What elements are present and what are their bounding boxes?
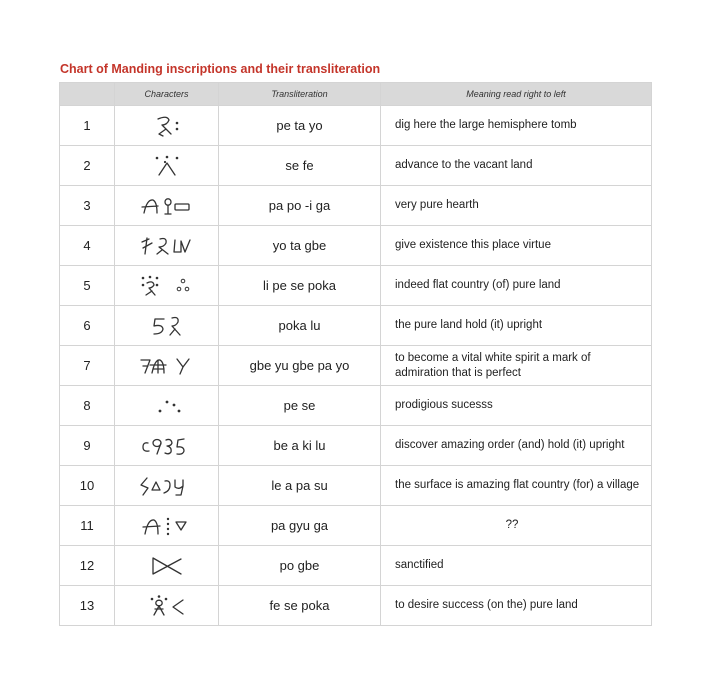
transliteration-cell: yo ta gbe — [219, 226, 381, 266]
characters-cell — [115, 266, 219, 306]
meaning-cell: ?? — [381, 506, 652, 546]
transliteration-cell: pa po -i ga — [219, 186, 381, 226]
transliteration-cell: fe se poka — [219, 586, 381, 626]
glyph-row-8 — [137, 394, 197, 418]
characters-cell — [115, 306, 219, 346]
table-row — [60, 226, 652, 266]
table-row — [60, 426, 652, 466]
table-row — [60, 386, 652, 426]
transliteration-cell: pe se — [219, 386, 381, 426]
chart-title: Chart of Manding inscriptions and their transliteration — [60, 62, 381, 76]
row-number: 2 — [60, 146, 115, 186]
row-number: 1 — [60, 106, 115, 146]
characters-cell — [115, 466, 219, 506]
header-meaning: Meaning read right to left — [381, 83, 652, 106]
characters-cell — [115, 346, 219, 386]
characters-cell — [115, 186, 219, 226]
transliteration-cell: po gbe — [219, 546, 381, 586]
row-number: 13 — [60, 586, 115, 626]
table-row — [60, 546, 652, 586]
row-number: 9 — [60, 426, 115, 466]
meaning-cell: prodigious sucesss — [381, 386, 652, 426]
inscription-table — [59, 82, 652, 626]
transliteration-cell: pe ta yo — [219, 106, 381, 146]
header-characters: Characters — [115, 83, 219, 106]
characters-cell — [115, 146, 219, 186]
row-number: 10 — [60, 466, 115, 506]
header-row — [60, 83, 652, 106]
glyph-row-13 — [137, 594, 197, 618]
row-number: 12 — [60, 546, 115, 586]
glyph-row-4 — [137, 234, 197, 258]
transliteration-cell: se fe — [219, 146, 381, 186]
meaning-cell: to become a vital white spirit a mark of admiration that is perfect — [381, 346, 652, 386]
meaning-cell: advance to the vacant land — [381, 146, 652, 186]
glyph-row-12 — [137, 554, 197, 578]
characters-cell — [115, 106, 219, 146]
row-number: 8 — [60, 386, 115, 426]
meaning-cell: sanctified — [381, 546, 652, 586]
table-row — [60, 346, 652, 386]
transliteration-cell: gbe yu gbe pa yo — [219, 346, 381, 386]
table-row — [60, 466, 652, 506]
characters-cell — [115, 426, 219, 466]
glyph-row-10 — [137, 474, 197, 498]
row-number: 4 — [60, 226, 115, 266]
meaning-cell: the pure land hold (it) upright — [381, 306, 652, 346]
glyph-row-9 — [137, 434, 197, 458]
glyph-row-7 — [137, 354, 197, 378]
transliteration-cell: pa gyu ga — [219, 506, 381, 546]
glyph-row-6 — [137, 314, 197, 338]
meaning-cell: very pure hearth — [381, 186, 652, 226]
meaning-cell: to desire success (on the) pure land — [381, 586, 652, 626]
glyph-row-11 — [137, 514, 197, 538]
transliteration-cell: poka lu — [219, 306, 381, 346]
row-number: 7 — [60, 346, 115, 386]
meaning-cell: the surface is amazing flat country (for) a village — [381, 466, 652, 506]
meaning-cell: discover amazing order (and) hold (it) upright — [381, 426, 652, 466]
transliteration-cell: li pe se poka — [219, 266, 381, 306]
glyph-row-2 — [137, 154, 197, 178]
row-number: 6 — [60, 306, 115, 346]
transliteration-cell: be a ki lu — [219, 426, 381, 466]
characters-cell — [115, 586, 219, 626]
glyph-row-5 — [137, 274, 197, 298]
table-row — [60, 106, 652, 146]
meaning-cell: dig here the large hemisphere tomb — [381, 106, 652, 146]
table-row — [60, 186, 652, 226]
table-row — [60, 306, 652, 346]
characters-cell — [115, 226, 219, 266]
characters-cell — [115, 506, 219, 546]
table-row — [60, 506, 652, 546]
row-number: 3 — [60, 186, 115, 226]
row-number: 11 — [60, 506, 115, 546]
header-transliteration: Transliteration — [219, 83, 381, 106]
header-number — [60, 83, 115, 106]
characters-cell — [115, 546, 219, 586]
table-row — [60, 586, 652, 626]
characters-cell — [115, 386, 219, 426]
row-number: 5 — [60, 266, 115, 306]
meaning-cell: indeed flat country (of) pure land — [381, 266, 652, 306]
table-row — [60, 266, 652, 306]
meaning-cell: give existence this place virtue — [381, 226, 652, 266]
glyph-row-1 — [137, 114, 197, 138]
table-row — [60, 146, 652, 186]
glyph-row-3 — [137, 194, 197, 218]
transliteration-cell: le a pa su — [219, 466, 381, 506]
